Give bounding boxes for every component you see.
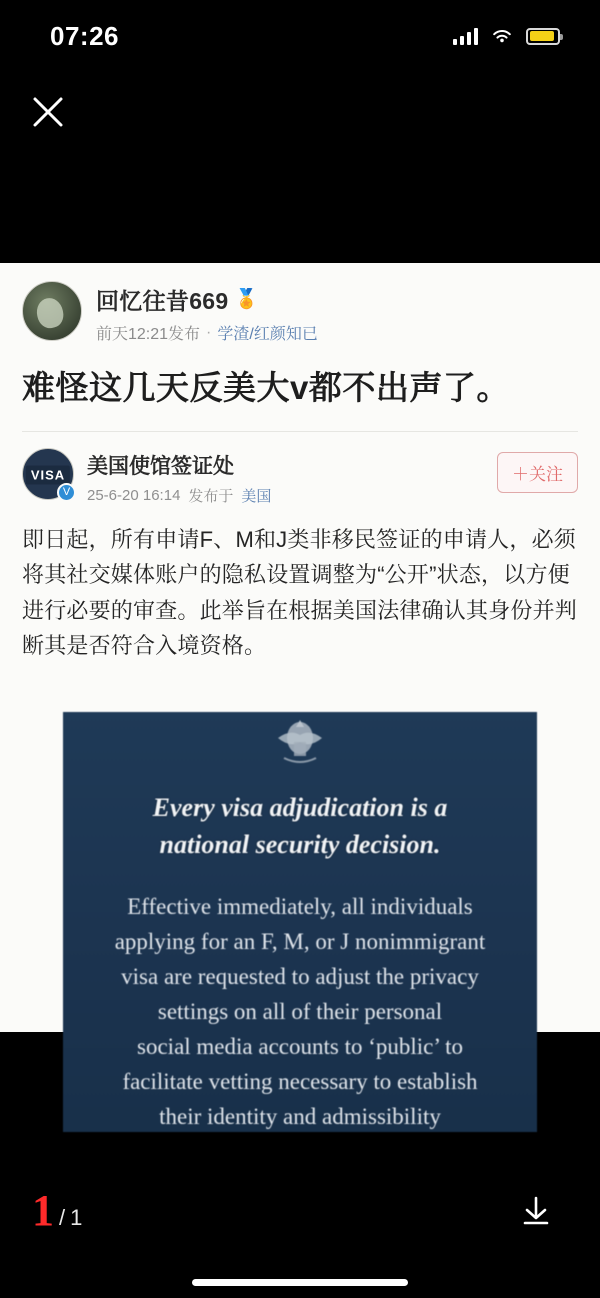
quoted-publish-prefix: 发布于 xyxy=(188,487,234,505)
wifi-icon xyxy=(490,27,514,45)
poster-headline-line-2: national security decision. xyxy=(159,829,441,859)
poster-body-line-4: settings on all of their personal xyxy=(157,998,443,1024)
battery-icon xyxy=(526,28,560,45)
status-time: 07:26 xyxy=(50,20,119,51)
page-separator: / xyxy=(59,1205,66,1230)
quoted-post xyxy=(22,448,578,1133)
visa-logo-text: VISA xyxy=(26,465,70,484)
page-current: 1 xyxy=(32,1186,54,1235)
viewer-bottom-bar xyxy=(0,1176,600,1246)
status-bar xyxy=(0,0,600,72)
post-tags[interactable]: 学渣/红颜知已 xyxy=(217,326,318,343)
author-name[interactable]: 回忆往昔669 xyxy=(96,288,229,314)
quoted-post-header xyxy=(22,448,578,506)
close-button[interactable] xyxy=(22,86,74,138)
follow-button[interactable]: ＋关注 xyxy=(497,452,578,493)
quoted-account-info xyxy=(87,448,484,506)
avatar[interactable] xyxy=(22,281,82,341)
poster-body-line-3: visa are requested to adjust the privacy xyxy=(121,963,479,989)
author-block xyxy=(96,281,318,344)
poster-headline xyxy=(63,790,537,864)
poster-body-line-2: applying for an F, M, or J nonimmigrant xyxy=(114,928,486,954)
quoted-location[interactable]: 美国 xyxy=(241,487,272,505)
download-button[interactable] xyxy=(512,1187,560,1235)
poster-image xyxy=(63,712,537,1132)
post-title: 难怪这几天反美大v都不出声了。 xyxy=(22,369,510,406)
poster-headline-line-1: Every visa adjudication is a xyxy=(152,793,448,823)
home-indicator xyxy=(192,1279,408,1286)
post-card xyxy=(0,263,600,1129)
viewed-image[interactable] xyxy=(0,263,600,1129)
verified-badge-icon: V xyxy=(57,483,76,502)
cellular-signal-icon xyxy=(453,27,478,45)
post-meta xyxy=(96,321,318,344)
page-indicator xyxy=(32,1186,83,1235)
quoted-account-name[interactable]: 美国使馆签证处 xyxy=(87,454,234,478)
close-icon xyxy=(31,95,65,129)
download-icon xyxy=(516,1191,556,1231)
post-time: 前天12:21发布 xyxy=(96,326,201,343)
meta-separator: · xyxy=(206,323,212,341)
quoted-time: 25-6-20 16:14 xyxy=(87,486,181,504)
us-eagle-seal-icon xyxy=(268,712,332,768)
divider xyxy=(22,431,578,432)
poster-body xyxy=(63,890,537,1135)
medal-icon: 🏅 xyxy=(234,289,259,310)
poster-body-line-6: facilitate vetting necessary to establish xyxy=(122,1068,478,1094)
poster-body-line-5: social media accounts to ‘public’ to xyxy=(137,1033,463,1059)
quoted-post-text: 即日起，所有申请F、M和J类非移民签证的申请人，必须将其社交媒体账户的隐私设置调整为“公开”状态，以方便进行必要的审查。此举旨在根据美国法律确认其身份并判断其是否符合入境资格。 xyxy=(22,526,578,659)
status-indicators xyxy=(453,27,560,45)
poster-body-line-1: Effective immediately, all individuals xyxy=(127,893,473,919)
post-header xyxy=(22,281,578,344)
page-total: 1 xyxy=(70,1205,83,1230)
poster-body-line-7: their identity and admissibility xyxy=(159,1103,441,1129)
